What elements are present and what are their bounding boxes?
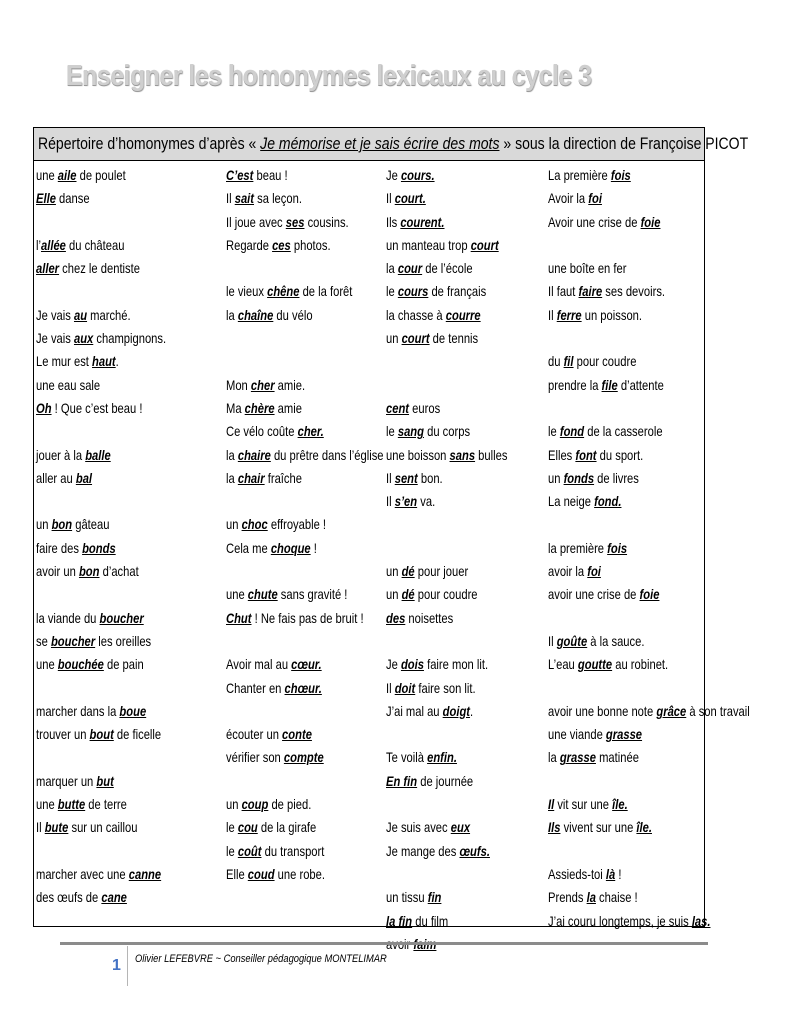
homonym-line: cent euros [386, 399, 441, 416]
homonym-word: cher. [297, 423, 324, 440]
homonym-word: ferre [556, 306, 582, 323]
homonym-word: courent. [400, 213, 445, 230]
footer-separator [127, 946, 128, 986]
homonym-line [386, 723, 507, 746]
homonym-line: le vieux chêne de la forêt [226, 283, 353, 300]
homonym-line: Te voilà enfin. [386, 749, 457, 766]
homonym-line: Chanter en chœur. [226, 679, 322, 696]
homonym-line: Je cours. [386, 167, 435, 183]
homonym-line [548, 234, 750, 257]
homonym-line [548, 770, 750, 793]
homonym-word: foi [587, 563, 601, 580]
homonym-word: ses [285, 213, 305, 230]
homonym-line [226, 490, 384, 513]
homonym-line [36, 420, 166, 443]
homonym-word: cane [101, 889, 127, 906]
homonym-line: la première fois [548, 539, 628, 556]
homonym-word: doigt [442, 702, 471, 719]
homonym-word: bouchée [57, 656, 104, 673]
homonym-line: avoir un bon d’achat [36, 563, 139, 580]
homonym-word: courre [445, 306, 481, 323]
homonym-line [548, 840, 750, 863]
homonym-line: un fonds de livres [548, 469, 639, 486]
homonym-word: doit [394, 679, 416, 696]
homonym-line: Il sait sa leçon. [226, 190, 302, 207]
homonym-line: Oh ! Que c’est beau ! [36, 399, 143, 416]
homonym-line: La neige fond. [548, 493, 622, 510]
homonym-word: ces [272, 236, 291, 253]
homonym-line: aller chez le dentiste [36, 260, 140, 277]
homonym-line: une viande grasse [548, 726, 643, 743]
homonym-word: choc [241, 516, 268, 533]
homonym-line [36, 211, 166, 234]
homonym-line: la grasse matinée [548, 749, 639, 766]
homonym-word: coût [237, 842, 262, 859]
footer-rule [60, 942, 708, 945]
homonym-word: sait [234, 190, 255, 207]
homonym-word: allée [40, 236, 66, 253]
homonym-word: fil [563, 353, 574, 370]
homonym-line: Elle danse [36, 190, 90, 207]
homonym-word: aile [57, 167, 77, 183]
homonym-word: cours. [400, 167, 435, 183]
homonym-line: la fin du film [386, 912, 449, 929]
homonym-word: bon [78, 563, 100, 580]
homonym-word: sent [394, 469, 418, 486]
homonym-line: Je vais aux champignons. [36, 330, 167, 347]
homonym-line: une chute sans gravité ! [226, 586, 348, 603]
homonym-line [226, 770, 384, 793]
homonym-word: au [73, 306, 88, 323]
homonym-word: bon [51, 516, 73, 533]
homonym-word: goutte [577, 656, 613, 673]
homonym-word: des [386, 609, 406, 626]
homonym-word: la fin [386, 912, 413, 929]
homonym-line: une bouchée de pain [36, 656, 144, 673]
homonym-line: Je mange des œufs. [386, 842, 490, 859]
homonym-line [36, 746, 166, 769]
homonym-word: compte [283, 749, 324, 766]
homonym-line: la chasse à courre [386, 306, 481, 323]
homonym-line [36, 280, 166, 303]
homonym-line: Il bute sur un caillou [36, 819, 138, 836]
homonym-word: chaire [237, 446, 271, 463]
homonym-word: En fin [386, 772, 418, 789]
homonym-line [548, 677, 750, 700]
homonym-word: foi [588, 190, 602, 207]
homonym-word: foie [639, 586, 660, 603]
homonym-line: la cour de l’école [386, 260, 473, 277]
homonym-line: Je vais au marché. [36, 306, 131, 323]
homonym-line [226, 327, 384, 350]
homonym-word: Chut [226, 609, 252, 626]
homonym-word: goûte [556, 632, 588, 649]
homonym-word: œufs. [459, 842, 490, 859]
homonym-line: Avoir la foi [548, 190, 602, 207]
homonym-line: un court de tennis [386, 330, 479, 347]
homonym-line: Je suis avec eux [386, 819, 471, 836]
homonym-word: cours [397, 283, 429, 300]
homonym-word: aux [73, 330, 94, 347]
homonym-word: boucher [99, 609, 144, 626]
homonym-word: boue [119, 702, 147, 719]
homonym-word: Oh [36, 399, 52, 416]
homonym-word: court [470, 236, 499, 253]
homonym-word: grasse [559, 749, 596, 766]
homonym-line [386, 793, 507, 816]
homonym-line: le sang du corps [386, 423, 471, 440]
homonym-line: Il joue avec ses cousins. [226, 213, 349, 230]
homonym-word: fin [427, 889, 442, 906]
homonym-line: Avoir une crise de foie [548, 213, 661, 230]
homonym-line: jouer à la balle [36, 446, 111, 463]
homonym-line: un choc effroyable ! [226, 516, 327, 533]
homonym-word: eux [450, 819, 471, 836]
homonym-word: bal [75, 469, 93, 486]
homonym-line: La première fois [548, 167, 631, 183]
homonym-line: se boucher les oreilles [36, 632, 152, 649]
homonym-line [226, 630, 384, 653]
homonym-word: fois [607, 539, 628, 556]
homonym-line: la chaire du prêtre dans l’église [226, 446, 384, 463]
homonym-word: chute [247, 586, 278, 603]
homonym-line: Cela me choque ! [226, 539, 317, 556]
homonym-word: choque [270, 539, 311, 556]
homonym-line: le cours de français [386, 283, 487, 300]
homonym-word: grasse [605, 726, 643, 743]
homonym-line: une boîte en fer [548, 260, 627, 277]
homonym-word: fonds [563, 469, 595, 486]
homonym-line: une butte de terre [36, 796, 127, 813]
homonym-line: Le mur est haut. [36, 353, 119, 370]
homonym-line: écouter un conte [226, 726, 312, 743]
homonym-line: le fond de la casserole [548, 423, 663, 440]
homonym-line: la chair fraîche [226, 469, 302, 486]
homonym-line: une eau sale [36, 376, 101, 393]
homonym-word: cœur. [291, 656, 322, 673]
homonym-word: chêne [267, 283, 300, 300]
homonym-line: la chaîne du vélo [226, 306, 313, 323]
homonym-line: Il doit faire son lit. [386, 679, 476, 696]
homonym-line: C’est beau ! [226, 167, 288, 183]
header-prefix: Répertoire d’homonymes d’après « [38, 134, 261, 153]
homonym-line: l’allée du château [36, 236, 125, 253]
homonym-line: Elles font du sport. [548, 446, 644, 463]
homonym-line [386, 350, 507, 373]
homonym-line [386, 513, 507, 536]
homonym-line: Ils vivent sur une île. [548, 819, 652, 836]
homonym-line: avoir une crise de foie [548, 586, 660, 603]
homonym-word: fois [610, 167, 631, 183]
homonym-line: Je dois faire mon lit. [386, 656, 489, 673]
homonym-word: sans [449, 446, 476, 463]
homonym-word: boucher [50, 632, 96, 649]
homonym-word: coud [247, 865, 275, 882]
homonym-line: Ma chère amie [226, 399, 302, 416]
homonym-line: un coup de pied. [226, 796, 312, 813]
homonym-line [36, 840, 166, 863]
homonym-word: conte [282, 726, 312, 743]
homonym-line: prendre la file d’attente [548, 376, 664, 393]
homonym-word: chaîne [237, 306, 274, 323]
homonym-line: un dé pour coudre [386, 586, 478, 603]
homonym-word: bout [89, 726, 114, 743]
homonym-line: du fil pour coudre [548, 353, 637, 370]
homonym-word: grâce [656, 702, 687, 719]
homonym-line [386, 630, 507, 653]
homonym-line: Il s’en va. [386, 493, 436, 510]
homonym-word: haut [92, 353, 116, 370]
homonym-line [548, 327, 750, 350]
homonym-word: font [575, 446, 597, 463]
homonym-word: balle [85, 446, 111, 463]
homonym-line [36, 677, 166, 700]
homonym-line: une boisson sans bulles [386, 446, 508, 463]
homonym-line: un tissu fin [386, 889, 442, 906]
homonym-line: des noisettes [386, 609, 454, 626]
homonym-word: chère [244, 399, 275, 416]
homonym-line: Il court. [386, 190, 426, 207]
homonym-line: Regarde ces photos. [226, 236, 331, 253]
homonym-line: Il faut faire ses devoirs. [548, 283, 666, 300]
footer-author: Olivier LEFEBVRE ~ Conseiller pédagogique MONTELIMAR [135, 953, 387, 965]
homonym-line: Il ferre un poisson. [548, 306, 643, 323]
homonym-line: En fin de journée [386, 772, 474, 789]
homonym-word: bute [44, 819, 69, 836]
homonym-word: là [605, 865, 616, 882]
homonym-word: île. [636, 819, 652, 836]
homonym-line: le coût du transport [226, 842, 325, 859]
homonym-line: avoir la foi [548, 563, 601, 580]
homonym-line: des œufs de cane [36, 889, 127, 906]
homonym-word: cou [237, 819, 258, 836]
homonym-line: vérifier son compte [226, 749, 324, 766]
homonym-line: Ils courent. [386, 213, 445, 230]
homonym-line: Elle coud une robe. [226, 865, 325, 882]
homonym-line [226, 257, 384, 280]
homonym-word: île. [612, 796, 628, 813]
homonym-word: fond [559, 423, 585, 440]
homonym-word: chair [237, 469, 265, 486]
table-header [34, 128, 749, 161]
homonym-word: fond. [594, 493, 622, 510]
column-1 [36, 164, 199, 910]
homonym-line [226, 700, 384, 723]
homonym-word: butte [57, 796, 86, 813]
homonym-word: la [586, 889, 596, 906]
homonym-line: Il goûte à la sauce. [548, 632, 645, 649]
homonym-word: dé [401, 563, 415, 580]
homonym-line: marcher dans la boue [36, 702, 147, 719]
homonym-word: foie [640, 213, 661, 230]
homonym-word: but [96, 772, 114, 789]
homonym-line: J’ai couru longtemps, je suis las. [548, 912, 711, 929]
homonym-word: Ils [548, 819, 561, 836]
homonym-line [548, 607, 750, 630]
homonym-line [226, 350, 384, 373]
homonym-line [386, 374, 507, 397]
homonym-word: C’est [226, 167, 254, 183]
column-3 [386, 164, 538, 956]
homonym-word: bonds [82, 539, 116, 556]
homonym-line: un manteau trop court [386, 236, 499, 253]
homonym-line: un bon gâteau [36, 516, 110, 533]
homonym-word: Il [548, 796, 555, 813]
homonym-word: Elle [36, 190, 56, 207]
homonym-word: cent [386, 399, 410, 416]
header-book-title: Je mémorise et je sais écrire des mots [260, 134, 500, 153]
homonym-word: coup [241, 796, 269, 813]
homonym-word: faire [578, 283, 603, 300]
homonym-line: L’eau goutte au robinet. [548, 656, 669, 673]
homonym-line [226, 560, 384, 583]
page-title: Enseigner les homonymes lexicaux au cycle 3 [66, 60, 592, 92]
homonym-word: las. [691, 912, 711, 929]
homonym-word: dois [400, 656, 424, 673]
homonym-line: un dé pour jouer [386, 563, 469, 580]
homonym-word: aller [36, 260, 60, 277]
homonym-line: J’ai mal au doigt. [386, 702, 474, 719]
homonym-word: file [601, 376, 618, 393]
homonym-word: court. [394, 190, 426, 207]
homonym-line [36, 490, 166, 513]
homonym-line: Il sent bon. [386, 469, 443, 486]
header-suffix: » sous la direction de Françoise PICOT [499, 134, 749, 153]
homonym-word: dé [401, 586, 415, 603]
homonym-line: Mon cher amie. [226, 376, 306, 393]
homonym-line: aller au bal [36, 469, 93, 486]
homonym-line: Avoir mal au cœur. [226, 656, 322, 673]
homonym-line: marquer un but [36, 772, 114, 789]
column-4 [548, 164, 800, 933]
homonym-line: Assieds-toi là ! [548, 865, 622, 882]
homonym-line [36, 583, 166, 606]
homonym-word: chœur. [284, 679, 322, 696]
homonym-word: court [401, 330, 430, 347]
homonym-line: avoir une bonne note grâce à son travail [548, 702, 750, 719]
homonym-line: Prends la chaise ! [548, 889, 638, 906]
homonym-line [548, 397, 750, 420]
homonym-word: canne [128, 865, 162, 882]
homonym-word: sang [397, 423, 424, 440]
homonym-line [548, 513, 750, 536]
table-header-text [38, 134, 748, 154]
homonym-line: trouver un bout de ficelle [36, 726, 162, 743]
homonym-line: faire des bonds [36, 539, 116, 556]
homonym-line: Il vit sur une île. [548, 796, 628, 813]
homonym-line: Chut ! Ne fais pas de bruit ! [226, 609, 364, 626]
homonym-line: une aile de poulet [36, 167, 126, 183]
homonym-line: la viande du boucher [36, 609, 144, 626]
homonym-line: Ce vélo coûte cher. [226, 423, 324, 440]
homonym-word: cour [397, 260, 423, 277]
homonym-line: le cou de la girafe [226, 819, 317, 836]
homonym-line [386, 537, 507, 560]
homonym-word: s’en [394, 493, 418, 510]
homonym-word: cher [250, 376, 275, 393]
homonym-word: enfin. [427, 749, 457, 766]
homonym-table [33, 127, 750, 929]
homonym-line: marcher avec une canne [36, 865, 162, 882]
homonym-line [386, 863, 507, 886]
page-number: 1 [112, 957, 121, 974]
